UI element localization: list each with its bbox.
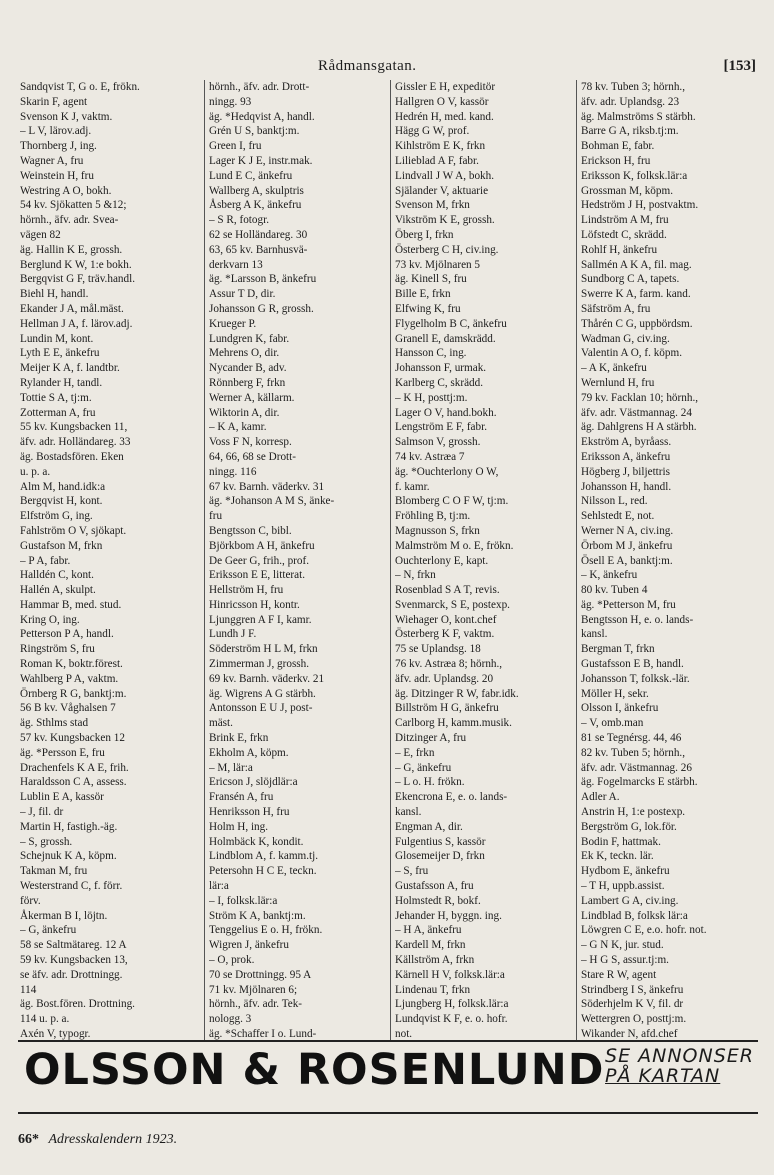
directory-entry: Hedström J H, postvaktm. (581, 199, 699, 212)
directory-entry: äfv. adr. Holländareg. 33 (20, 436, 131, 449)
directory-entry: Lund E C, änkefru (209, 169, 293, 182)
directory-entry: – T H, uppb.assist. (581, 880, 665, 893)
directory-entry: Hinricsson H, kontr. (209, 598, 300, 611)
directory-entry: äg. Malmströms S stärbh. (581, 110, 696, 123)
directory-entry: äg. *Ouchterlony O W, (395, 465, 499, 478)
directory-entry: äg. Bost.fören. Drottning. (20, 998, 135, 1011)
directory-entry: Wagner A, fru (20, 154, 84, 167)
directory-entry: Berglund K W, 1:e bokh. (20, 258, 132, 271)
directory-entry: Wiehager O, kont.chef (395, 613, 497, 626)
directory-entry: – K H, posttj:m. (395, 391, 468, 404)
directory-entry: Örbom M J, änkefru (581, 539, 673, 552)
directory-entry: Ström K A, banktj:m. (209, 909, 306, 922)
directory-entry: Bergqvist G F, träv.handl. (20, 273, 136, 286)
directory-entry: Wettergren O, posttj:m. (581, 1013, 687, 1026)
directory-entry: Magnusson S, frkn (395, 524, 480, 537)
advertiser-name: OLSSON & ROSENLUND (24, 1045, 605, 1095)
directory-entry: Axén V, typogr. (20, 1028, 91, 1040)
directory-entry: Westring A O, bokh. (20, 184, 112, 197)
directory-entry: Öberg I, frkn (395, 228, 454, 241)
directory-entry: Martin H, fastigh.-äg. (20, 820, 118, 833)
directory-entry: Skarin F, agent (20, 95, 88, 108)
directory-entry: Lundgren K, fabr. (209, 332, 290, 345)
directory-entry: 75 se Uplandsg. 18 (395, 643, 481, 656)
directory-entry: Karlberg C, skrädd. (395, 376, 484, 389)
directory-entry: 74 kv. Astræa 7 (395, 450, 465, 463)
directory-entry: äfv. adr. Västmannag. 26 (581, 761, 692, 774)
directory-entry: Westerstrand C, f. förr. (20, 880, 123, 893)
directory-entry: not. (395, 1028, 413, 1040)
directory-entry: – H G S, assur.tj:m. (581, 954, 669, 967)
directory-entry: Grossman M, köpm. (581, 184, 673, 197)
directory-entry: Österberg C H, civ.ing. (395, 243, 499, 256)
directory-entry: Antonsson E U J, post- (209, 702, 313, 715)
directory-entry: äg. *Larsson B, änkefru (209, 273, 317, 286)
directory-entry: Fröhling B, tj:m. (395, 510, 471, 523)
directory-entry: Eriksson E E, litterat. (209, 569, 306, 582)
directory-entry: Johansson H, handl. (581, 480, 672, 493)
directory-entry: Söderström H L M, frkn (209, 643, 318, 656)
directory-entry: äfv. adr. Uplandsg. 20 (395, 672, 494, 685)
directory-entry: Fahlström O V, sjökapt. (20, 524, 127, 537)
directory-entry: Svenson M, frkn (395, 199, 470, 212)
directory-entry: Rohlf H, änkefru (581, 243, 658, 256)
directory-entry: Lindvall J W A, bokh. (395, 169, 495, 182)
directory-entry: Ösell E A, banktj:m. (581, 554, 673, 567)
directory-entry: De Geer G, frih., prof. (209, 554, 310, 567)
directory-entry: äg. Wigrens A G stärbh. (209, 687, 316, 700)
directory-entry: Lindström A M, fru (581, 214, 669, 227)
directory-entry: Wiktorin A, dir. (209, 406, 280, 419)
directory-entry: Ouchterlony E, kapt. (395, 554, 489, 567)
page-footer (18, 1132, 177, 1148)
directory-entry: Lundh J F. (209, 628, 257, 641)
directory-entry: Johansson T, folksk.-lär. (581, 672, 690, 685)
directory-entry: Mehrens O, dir. (209, 347, 280, 360)
advertisement-note-line-1: SE ANNONSER (605, 1045, 754, 1067)
directory-entry: Bohman E, fabr. (581, 140, 655, 153)
directory-entry: Henriksson H, fru (209, 806, 290, 819)
column-4 (576, 80, 765, 1040)
directory-entry: 82 kv. Tuben 5; hörnh., (581, 746, 686, 759)
directory-entry: förv. (20, 894, 41, 907)
directory-entry: Schejnuk K A, köpm. (20, 850, 117, 863)
directory-entry: Olsson I, änkefru (581, 702, 659, 715)
directory-entry: 73 kv. Mjölnaren 5 (395, 258, 481, 271)
directory-entry: Ditzinger A, fru (395, 732, 467, 745)
directory-entry: äg. *Persson E, fru (20, 746, 105, 759)
directory-entry: Åsberg A K, änkefru (209, 199, 302, 212)
directory-entry: Elfström G, ing. (20, 510, 93, 523)
directory-entry: Grén U S, banktj:m. (209, 125, 300, 138)
directory-entry: äg. *Hedqvist A, handl. (209, 110, 315, 123)
directory-entry: Högberg J, biljettris (581, 465, 670, 478)
directory-entry: äfv. adr. Västmannag. 24 (581, 406, 692, 419)
directory-entry: Rosenblad S A T, revis. (395, 584, 500, 597)
directory-entry: Lindblad B, folksk lär:a (581, 909, 688, 922)
directory-entry: Löfstedt C, skrädd. (581, 228, 667, 241)
directory-entry: Lundqvist K F, e. o. hofr. (395, 1013, 508, 1026)
directory-entry: Rönnberg F, frkn (209, 376, 286, 389)
directory-entry: Ekander J A, mål.mäst. (20, 302, 124, 315)
directory-entry: Fulgentius S, kassör (395, 835, 486, 848)
directory-entry: Roman K, boktr.förest. (20, 658, 123, 671)
directory-entry: Thornberg J, ing. (20, 140, 97, 153)
directory-entry: Sandqvist T, G o. E, frökn. (20, 81, 140, 93)
directory-entry: lär:a (209, 880, 229, 893)
directory-entry: Hammar B, med. stud. (20, 598, 122, 611)
directory-entry: Svenmarck, S E, postexp. (395, 598, 510, 611)
directory-entry: Takman M, fru (20, 865, 88, 878)
directory-entry: 63, 65 kv. Barnhusvä- (209, 243, 308, 256)
directory-entry: Hellström H, fru (209, 584, 284, 597)
directory-entry: Lengström E F, fabr. (395, 421, 488, 434)
directory-entry: Barre G A, riksb.tj:m. (581, 125, 679, 138)
directory-entry: – S R, fotogr. (209, 214, 269, 227)
directory-entry: 76 kv. Astræa 8; hörnh., (395, 658, 503, 671)
directory-entry: Engman A, dir. (395, 820, 463, 833)
directory-entry: Ljungberg H, folksk.lär:a (395, 998, 509, 1011)
directory-entry: äg. Bostadsfören. Eken (20, 450, 124, 463)
directory-entry: derkvarn 13 (209, 258, 263, 271)
directory-entry: Strindberg I S, änkefru (581, 983, 684, 996)
directory-entry: Voss F N, korresp. (209, 436, 292, 449)
directory-entry: – K, änkefru (581, 569, 638, 582)
directory-entry: – P A, fabr. (20, 554, 71, 567)
directory-entry: vägen 82 (20, 228, 61, 241)
directory-entry: – I, folksk.lär:a (209, 894, 278, 907)
directory-entry: äg. Fogelmarcks E stärbh. (581, 776, 698, 789)
directory-entry: – O, prok. (209, 954, 255, 967)
directory-entry: – G N K, jur. stud. (581, 939, 664, 952)
directory-entry: – K A, kamr. (209, 421, 267, 434)
directory-entry: äg. Hallin K E, grossh. (20, 243, 123, 256)
directory-entry: Anstrin H, 1:e postexp. (581, 806, 686, 819)
directory-entry: 114 u. p. a. (20, 1013, 70, 1026)
directory-entry: Bille E, frkn (395, 288, 451, 301)
directory-entry: Green I, fru (209, 140, 262, 153)
directory-entry: kansl. (395, 806, 422, 819)
directory-entry: Ekholm A, köpm. (209, 746, 289, 759)
directory-entry: Wadman G, civ.ing. (581, 332, 670, 345)
directory-entry: Ekström A, byråass. (581, 436, 672, 449)
directory-entry: Tenggelius E o. H, frökn. (209, 924, 323, 937)
directory-entry: Biehl H, handl. (20, 288, 89, 301)
directory-entry: Hansson C, ing. (395, 347, 467, 360)
directory-entry: Lindenau T, frkn (395, 983, 471, 996)
directory-entry: Weinstein H, fru (20, 169, 94, 182)
directory-entry: 81 se Tegnérsg. 44, 46 (581, 732, 682, 745)
directory-entry: Kring O, ing. (20, 613, 80, 626)
directory-entry: Holm H, ing. (209, 820, 269, 833)
directory-entry: Hallén A, skulpt. (20, 584, 96, 597)
directory-entry: Ek K, teckn. lär. (581, 850, 654, 863)
directory-entry: Alm M, hand.idk:a (20, 480, 106, 493)
column-2 (204, 80, 389, 1040)
directory-entry: Billström H G, änkefru (395, 702, 499, 715)
directory-entry: u. p. a. (20, 465, 51, 478)
directory-entry: 58 se Saltmätareg. 12 A (20, 939, 127, 952)
directory-entry: se äfv. adr. Drottningg. (20, 968, 123, 981)
directory-entry: Gustafsson A, fru (395, 880, 474, 893)
directory-entry: 71 kv. Mjölnaren 6; (209, 983, 298, 996)
directory-entry: Österberg K F, vaktm. (395, 628, 495, 641)
directory-entry: Krueger P. (209, 317, 257, 330)
directory-entry: Ringström S, fru (20, 643, 95, 656)
directory-entry: äg. *Schaffer I o. Lund- (209, 1028, 317, 1040)
directory-entry: Åkerman B I, löjtn. (20, 909, 108, 922)
directory-entry: Zotterman A, fru (20, 406, 96, 419)
directory-entry: Holmbäck K, kondit. (209, 835, 304, 848)
directory-entry: Kihlström E K, frkn (395, 140, 486, 153)
directory-entry: Petterson P A, handl. (20, 628, 114, 641)
directory-entry: 80 kv. Tuben 4 (581, 584, 648, 597)
directory-entry: hörnh., äfv. adr. Drott- (209, 81, 310, 93)
directory-entry: Lilieblad A F, fabr. (395, 154, 479, 167)
directory-entry: 62 se Holländareg. 30 (209, 228, 308, 241)
directory-entry: Fransén A, fru (209, 791, 274, 804)
directory-entry: ningg. 116 (209, 465, 257, 478)
directory-entry: Eriksson A, änkefru (581, 450, 671, 463)
directory-entry: hörnh., äfv. adr. Svea- (20, 214, 119, 227)
directory-entry: kansl. (581, 628, 608, 641)
directory-entry: äg. *Johanson A M S, änke- (209, 495, 335, 508)
directory-entry: Lublin E A, kassör (20, 791, 104, 804)
directory-entry: Johansson G R, grossh. (209, 302, 314, 315)
directory-entry: Bergqvist H, kont. (20, 495, 103, 508)
directory-entry: f. kamr. (395, 480, 430, 493)
directory-entry: Wigren J, änkefru (209, 939, 290, 952)
directory-entry: Lambert G A, civ.ing. (581, 894, 679, 907)
directory-entry: Björkbom A H, änkefru (209, 539, 315, 552)
directory-entry: 114 (20, 983, 37, 996)
directory-entry: Wikander N, afd.chef (581, 1028, 678, 1040)
directory-entry: Eriksson K, folksk.lär:a (581, 169, 688, 182)
directory-entry: Gustafson M, frkn (20, 539, 103, 552)
directory-entry: Bergman T, frkn (581, 643, 655, 656)
directory-entry: Petersohn H C E, teckn. (209, 865, 317, 878)
directory-entry: Gissler E H, expeditör (395, 81, 496, 93)
directory-entry: Elfwing K, fru (395, 302, 461, 315)
directory-entry: 57 kv. Kungsbacken 12 (20, 732, 125, 745)
directory-entry: Bergström G, lok.för. (581, 820, 677, 833)
directory-entry: Carlborg H, kamm.musik. (395, 717, 512, 730)
directory-entry: Granell E, damskrädd. (395, 332, 496, 345)
directory-entry: Hedrén H, med. kand. (395, 110, 494, 123)
directory-entry: Adler A. (581, 791, 620, 804)
directory-entry: Wahlberg P A, vaktm. (20, 672, 119, 685)
directory-entry: 64, 66, 68 se Drott- (209, 450, 297, 463)
directory-entry: Bodin F, hattmak. (581, 835, 661, 848)
directory-entry: Drachenfels K A E, frih. (20, 761, 129, 774)
directory-entry: 54 kv. Sjökatten 5 &12; (20, 199, 127, 212)
directory-entry: Zimmerman J, grossh. (209, 658, 310, 671)
directory-entry: – A K, änkefru (581, 362, 647, 375)
directory-entry: äg. Ditzinger R W, fabr.idk. (395, 687, 519, 700)
directory-entry: Ekencrona E, e. o. lands- (395, 791, 508, 804)
directory-entry: 69 kv. Barnh. väderkv. 21 (209, 672, 325, 685)
directory-entry: – V, omb.man (581, 717, 644, 730)
directory-entry: Erickson H, fru (581, 154, 651, 167)
advertisement-banner (18, 1040, 758, 1114)
street-title: Rådmansgatan. (318, 58, 417, 74)
column-3 (390, 80, 573, 1040)
directory-entry: Swerre K A, farm. kand. (581, 288, 691, 301)
directory-entry: – S, grossh. (20, 835, 73, 848)
directory-entry: Kärnell H V, folksk.lär:a (395, 968, 505, 981)
directory-entry: Sallmén A K A, fil. mag. (581, 258, 692, 271)
directory-entry: äfv. adr. Uplandsg. 23 (581, 95, 680, 108)
directory-entry: Möller H, sekr. (581, 687, 649, 700)
directory-entry: Hellman J A, f. lärov.adj. (20, 317, 133, 330)
directory-entry: Valentin A O, f. köpm. (581, 347, 682, 360)
directory-entry: 79 kv. Facklan 10; hörnh., (581, 391, 699, 404)
directory-entry: – G, änkefru (395, 761, 452, 774)
directory-entry: – M, lär:a (209, 761, 253, 774)
directory-entry: Haraldsson C A, assess. (20, 776, 127, 789)
directory-entry: Assur T D, dir. (209, 288, 276, 301)
directory-entry: Jehander H, byggn. ing. (395, 909, 502, 922)
directory-entry: äg. *Petterson M, fru (581, 598, 676, 611)
directory-entry: – J, fil. dr (20, 806, 64, 819)
directory-entry: Wallberg A, skulptris (209, 184, 304, 197)
directory-entry: Svenson K J, vaktm. (20, 110, 113, 123)
directory-entry: Werner N A, civ.ing. (581, 524, 674, 537)
directory-entry: äg. Dahlgrens H A stärbh. (581, 421, 697, 434)
directory-entry: Ljunggren A F I, kamr. (209, 613, 312, 626)
directory-entry: – L V, lärov.adj. (20, 125, 92, 138)
directory-entry: 56 B kv. Våghalsen 7 (20, 702, 116, 715)
column-1 (20, 80, 200, 1040)
directory-entry: äg. Kinell S, fru (395, 273, 467, 286)
directory-entry: 55 kv. Kungsbacken 11, (20, 421, 128, 434)
directory-entry: Johansson F, urmak. (395, 362, 487, 375)
directory-entry: Källström A, frkn (395, 954, 475, 967)
directory-entry: 59 kv. Kungsbacken 13, (20, 954, 128, 967)
directory-entry: Vikström K E, grossh. (395, 214, 495, 227)
directory-entry: Wernlund H, fru (581, 376, 655, 389)
directory-entry: Själander V, aktuarie (395, 184, 489, 197)
directory-entry: – G, änkefru (20, 924, 77, 937)
directory-entry: hörnh., äfv. adr. Tek- (209, 998, 303, 1011)
directory-entry: Brink E, frkn (209, 732, 269, 745)
directory-entry: 70 se Drottningg. 95 A (209, 968, 312, 981)
directory-entry: Säfström A, fru (581, 302, 651, 315)
page-header (0, 58, 774, 78)
directory-entry: Glosemeijer D, frkn (395, 850, 485, 863)
directory-columns (20, 80, 760, 1040)
directory-entry: Malmström M o. E, frökn. (395, 539, 514, 552)
directory-entry: Lyth E E, änkefru (20, 347, 100, 360)
directory-entry: äg. Sthlms stad (20, 717, 89, 730)
directory-entry: Nycander B, adv. (209, 362, 287, 375)
directory-entry: Tottie S A, tj:m. (20, 391, 92, 404)
directory-entry: Söderhjelm K V, fil. dr (581, 998, 684, 1011)
directory-entry: Löwgren C E, e.o. hofr. not. (581, 924, 707, 937)
directory-entry: Lundin M, kont. (20, 332, 94, 345)
advertisement-note (605, 1046, 754, 1086)
directory-entry: fru (209, 510, 223, 523)
directory-entry: 78 kv. Tuben 3; hörnh., (581, 81, 686, 93)
directory-entry: Meijer K A, f. landtbr. (20, 362, 120, 375)
directory-entry: Sehlstedt E, not. (581, 510, 655, 523)
directory-entry: – S, fru (395, 865, 429, 878)
directory-entry: Ericson J, slöjdlär:a (209, 776, 298, 789)
directory-entry: Örnberg R G, banktj:m. (20, 687, 127, 700)
directory-entry: Hallgren O V, kassör (395, 95, 489, 108)
directory-entry: Hägg G W, prof. (395, 125, 470, 138)
directory-entry: Salmson V, grossh. (395, 436, 481, 449)
directory-entry: Sundborg C A, tapets. (581, 273, 680, 286)
advertisement-note-line-2: PÅ KARTAN (605, 1065, 721, 1087)
directory-entry: Gustafsson E B, handl. (581, 658, 684, 671)
directory-entry: Bengtsson H, e. o. lands- (581, 613, 694, 626)
publication-title: Adresskalendern 1923. (48, 1132, 178, 1147)
directory-entry: Stare R W, agent (581, 968, 657, 981)
directory-entry: ningg. 93 (209, 95, 252, 108)
directory-entry: Holmstedt R, bokf. (395, 894, 481, 907)
directory-entry: Halldén C, kont. (20, 569, 94, 582)
directory-entry: – N, frkn (395, 569, 436, 582)
directory-entry: – E, frkn (395, 746, 435, 759)
directory-entry: Lindblom A, f. kamm.tj. (209, 850, 319, 863)
directory-entry: – H A, änkefru (395, 924, 462, 937)
directory-entry: nologg. 3 (209, 1013, 252, 1026)
directory-entry: Lager K J E, instr.mak. (209, 154, 313, 167)
directory-entry: – L o. H. frökn. (395, 776, 465, 789)
footer-page-number: 66* (18, 1132, 39, 1147)
directory-entry: Thårén C G, uppbördsm. (581, 317, 693, 330)
directory-entry: 67 kv. Barnh. väderkv. 31 (209, 480, 325, 493)
page-number-header: [153] (723, 58, 756, 74)
directory-entry: Nilsson L, red. (581, 495, 648, 508)
directory-entry: Flygelholm B C, änkefru (395, 317, 507, 330)
directory-entry: Lager O V, hand.bokh. (395, 406, 497, 419)
directory-entry: Kardell M, frkn (395, 939, 466, 952)
directory-entry: Hydbom E, änkefru (581, 865, 670, 878)
directory-entry: Blomberg C O F W, tj:m. (395, 495, 509, 508)
directory-entry: mäst. (209, 717, 233, 730)
directory-entry: Rylander H, tandl. (20, 376, 103, 389)
directory-entry: Bengtsson C, bibl. (209, 524, 292, 537)
directory-entry: Werner A, källarm. (209, 391, 295, 404)
